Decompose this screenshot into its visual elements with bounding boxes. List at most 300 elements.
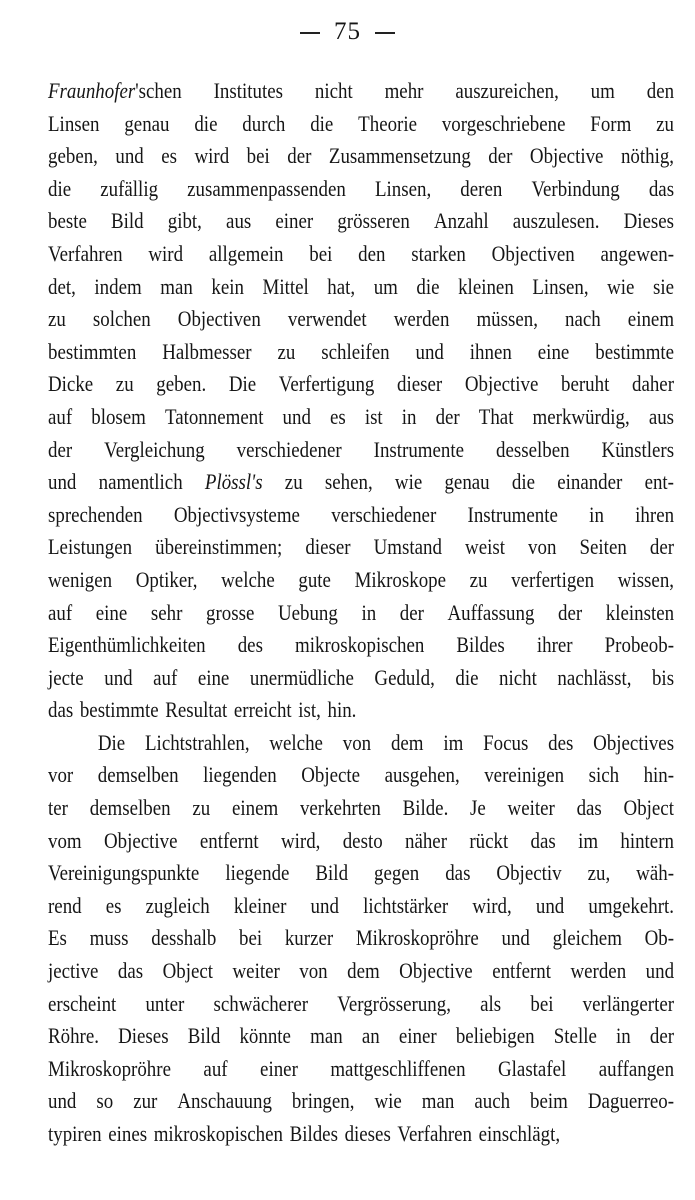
word-part: wird, xyxy=(472,892,512,918)
word-part: wie xyxy=(394,469,423,495)
word-part: der xyxy=(649,534,675,560)
word xyxy=(645,466,674,499)
text-line xyxy=(48,368,674,401)
word-part: nachlässt, xyxy=(557,664,632,690)
word xyxy=(301,759,360,792)
word xyxy=(260,1053,298,1086)
word xyxy=(469,825,508,858)
word xyxy=(530,988,553,1021)
word xyxy=(578,825,598,858)
italic-name: Fraunhofer xyxy=(48,78,136,103)
word-part: Bilde. xyxy=(402,795,449,821)
word-part: werden xyxy=(570,958,627,984)
word xyxy=(645,922,674,955)
word-part: verlängerter xyxy=(582,990,675,1016)
word xyxy=(98,759,179,792)
word xyxy=(311,890,339,923)
word-part: Objective xyxy=(103,827,178,853)
word-part: werden xyxy=(393,306,450,332)
word-part: daher xyxy=(631,371,674,397)
word-part: einer xyxy=(398,1023,437,1049)
word-part: Objecte xyxy=(301,762,361,788)
word-part: das xyxy=(48,697,74,723)
word-part: so xyxy=(96,1088,114,1114)
word xyxy=(602,434,675,467)
text-line xyxy=(48,988,674,1021)
word xyxy=(310,1020,343,1053)
word xyxy=(290,1118,338,1151)
text-line xyxy=(48,499,674,532)
word xyxy=(111,205,144,238)
word xyxy=(108,1118,147,1151)
text-line xyxy=(48,238,674,271)
word-part: grosse xyxy=(205,599,255,625)
word-part: es xyxy=(329,403,346,429)
text-line xyxy=(48,727,674,760)
word xyxy=(106,890,122,923)
word xyxy=(530,1085,568,1118)
word-part: Daguerreo- xyxy=(587,1088,675,1114)
word-part: Vereinigungspunkte xyxy=(48,860,200,886)
word xyxy=(48,1118,102,1151)
word xyxy=(285,922,333,955)
word xyxy=(209,238,284,271)
word-part: angewen- xyxy=(600,240,675,266)
word-part: auszulesen. xyxy=(512,208,600,234)
word-part: Bildes xyxy=(456,632,505,658)
word xyxy=(624,205,674,238)
text-line xyxy=(48,336,674,369)
word-part: Auffassung xyxy=(447,599,535,625)
word xyxy=(650,1020,674,1053)
word-part: Anzahl xyxy=(433,208,489,234)
word xyxy=(355,564,446,597)
word-part: Linsen, xyxy=(374,175,432,201)
word-part: und xyxy=(415,338,444,364)
text-line xyxy=(48,597,674,630)
word-part: bei xyxy=(309,240,333,266)
word xyxy=(591,75,615,108)
word-part: Je xyxy=(470,795,486,821)
word xyxy=(48,466,76,499)
word-part: Leistungen xyxy=(48,534,133,560)
word-part: verschiedener xyxy=(236,436,342,462)
word xyxy=(480,988,501,1021)
word xyxy=(445,857,470,890)
word xyxy=(285,466,303,499)
text-line xyxy=(48,271,674,304)
word xyxy=(531,173,619,206)
word xyxy=(48,75,182,108)
word-part: und xyxy=(535,892,565,918)
word-part: und xyxy=(501,925,530,951)
word xyxy=(399,1020,437,1053)
word-part: Linsen, xyxy=(532,273,589,299)
word xyxy=(203,759,277,792)
word-part: auf xyxy=(153,664,178,690)
word xyxy=(496,434,570,467)
word xyxy=(48,825,82,858)
word xyxy=(588,1085,674,1118)
word xyxy=(155,531,282,564)
word xyxy=(553,922,622,955)
word-part: aus xyxy=(648,403,675,429)
word xyxy=(247,140,270,173)
word xyxy=(48,1085,76,1118)
word-part: eine xyxy=(95,599,128,625)
word-part: beste xyxy=(48,208,87,234)
word xyxy=(635,499,674,532)
word xyxy=(531,825,556,858)
word xyxy=(148,238,183,271)
word-part: jecte xyxy=(48,664,84,690)
text-line xyxy=(48,1085,674,1118)
word xyxy=(153,662,177,695)
word-part: wäh- xyxy=(636,860,675,886)
word-part: Geduld, xyxy=(374,664,435,690)
word xyxy=(91,401,146,434)
word xyxy=(48,955,98,988)
word xyxy=(337,205,410,238)
text-line xyxy=(48,434,674,467)
word xyxy=(48,922,67,955)
word xyxy=(234,890,287,923)
word-part: blosem xyxy=(91,403,146,429)
word xyxy=(250,662,354,695)
word-part: und xyxy=(48,469,77,495)
word-part: der xyxy=(399,599,424,625)
word-part: Objective xyxy=(529,143,604,169)
word-part: umgekehrt. xyxy=(588,892,675,918)
word xyxy=(329,140,471,173)
word-part: einer xyxy=(260,1055,298,1081)
word-part: Probeob- xyxy=(604,632,675,658)
word xyxy=(226,205,251,238)
word-part: grösseren xyxy=(337,208,410,234)
word xyxy=(375,173,431,206)
word-part: entfernt xyxy=(492,958,552,984)
word-part: Ob- xyxy=(644,925,675,951)
word xyxy=(300,792,381,825)
word xyxy=(402,401,417,434)
word xyxy=(48,434,72,467)
word xyxy=(192,792,210,825)
word xyxy=(436,401,460,434)
word xyxy=(100,173,158,206)
word xyxy=(479,1118,560,1151)
word xyxy=(554,1020,597,1053)
word xyxy=(315,857,348,890)
word-part: Es xyxy=(48,925,67,951)
word-part: dieser xyxy=(305,534,351,560)
word-part: rückt xyxy=(469,827,509,853)
word-part: bestimmten xyxy=(48,338,137,364)
word-part: zu, xyxy=(587,860,611,886)
word xyxy=(395,466,422,499)
word xyxy=(238,629,263,662)
word xyxy=(145,988,184,1021)
word-part: das xyxy=(576,795,602,821)
word-part: Künstlers xyxy=(601,436,675,462)
word xyxy=(443,727,463,760)
word-part: zusammenpassenden xyxy=(187,175,346,201)
word xyxy=(647,75,674,108)
word xyxy=(385,75,424,108)
word-part: sie xyxy=(652,273,675,299)
word xyxy=(96,1085,113,1118)
word-part: die xyxy=(310,110,334,136)
word-part: mikroskopischen xyxy=(153,1121,283,1146)
word-part: demselben xyxy=(97,762,179,788)
word-part: sehr xyxy=(150,599,183,625)
word xyxy=(361,597,376,630)
word xyxy=(470,336,512,369)
text-line xyxy=(48,1053,674,1086)
word-part: wird xyxy=(194,143,230,169)
word xyxy=(488,140,512,173)
word-part: Bild xyxy=(315,860,349,886)
word-part: beruht xyxy=(561,371,610,397)
word xyxy=(557,662,631,695)
word xyxy=(330,401,346,434)
word xyxy=(448,597,535,630)
word-part: eine xyxy=(537,338,570,364)
word-part: eines xyxy=(108,1121,148,1146)
word xyxy=(444,466,489,499)
word xyxy=(561,368,609,401)
word-part: That xyxy=(478,403,514,429)
word xyxy=(133,1085,157,1118)
word xyxy=(331,499,436,532)
word-part: Die xyxy=(228,371,257,397)
word-part: kleinsten xyxy=(605,599,675,625)
word-part: Tatonnement xyxy=(164,403,264,429)
word-part: desshalb xyxy=(151,925,217,951)
word xyxy=(590,108,631,141)
word xyxy=(362,1020,380,1053)
word-part: starken xyxy=(411,240,466,266)
word-part: geben. xyxy=(156,371,207,397)
word-part: Verfahren xyxy=(397,1121,473,1146)
text-line xyxy=(48,662,674,695)
word-part: die xyxy=(416,273,440,299)
word xyxy=(624,792,674,825)
text-line xyxy=(48,1020,674,1053)
word-part: Objectiven xyxy=(177,306,261,332)
word xyxy=(305,531,350,564)
word xyxy=(198,662,230,695)
word xyxy=(358,238,385,271)
word-part: Vergrösserung, xyxy=(337,990,451,1016)
word-part: muss xyxy=(89,925,129,951)
word xyxy=(422,1085,455,1118)
word-part: weiter xyxy=(507,795,555,821)
word-part: kleinen xyxy=(458,273,514,299)
word-part: Bildes xyxy=(289,1121,338,1146)
word xyxy=(239,922,262,955)
word-part: Object xyxy=(162,958,214,984)
word xyxy=(528,531,556,564)
header-dash-left xyxy=(300,32,320,34)
word-part: Dicke xyxy=(48,371,94,397)
word xyxy=(484,759,564,792)
word-part: beim xyxy=(530,1088,568,1114)
word-part: die xyxy=(194,110,218,136)
word xyxy=(483,727,528,760)
word xyxy=(48,336,136,369)
word-part: es xyxy=(105,892,122,918)
word-part: genau xyxy=(124,110,170,136)
word-part: das xyxy=(648,175,675,201)
word xyxy=(374,434,464,467)
word xyxy=(455,75,558,108)
word xyxy=(187,173,346,206)
word xyxy=(399,955,473,988)
paragraph xyxy=(48,75,674,727)
word-part: in xyxy=(589,501,604,527)
word-part: ist xyxy=(364,403,383,429)
word xyxy=(292,1085,355,1118)
word xyxy=(474,1085,510,1118)
word xyxy=(537,629,573,662)
word xyxy=(232,792,278,825)
word xyxy=(442,108,566,141)
word-part: die xyxy=(511,469,535,495)
word xyxy=(492,955,551,988)
word xyxy=(165,694,227,727)
word-part: mattgeschliffenen xyxy=(330,1055,466,1081)
word xyxy=(465,368,539,401)
word-part: ter xyxy=(48,795,68,821)
word-part: typiren xyxy=(48,1121,102,1146)
word xyxy=(512,466,535,499)
word-part: kurzer xyxy=(284,925,334,951)
word-part: und xyxy=(645,958,675,984)
word xyxy=(385,759,460,792)
body-text xyxy=(48,75,674,1151)
text-line xyxy=(48,694,674,727)
word-part: kleiner xyxy=(233,892,287,918)
word xyxy=(391,727,424,760)
word-part: Uebung xyxy=(277,599,338,625)
word xyxy=(48,890,82,923)
word xyxy=(652,662,674,695)
word-part: der xyxy=(649,1023,675,1049)
word xyxy=(165,401,264,434)
word xyxy=(118,1020,168,1053)
word-part: welche xyxy=(269,729,323,755)
word-part: nach xyxy=(565,306,601,332)
word xyxy=(533,401,630,434)
word xyxy=(397,1118,472,1151)
word-part: Linsen xyxy=(48,110,100,136)
word xyxy=(151,597,183,630)
word xyxy=(374,271,398,304)
word-part: in xyxy=(361,599,377,625)
word-part: Objectivsysteme xyxy=(173,501,300,527)
word-part: auf xyxy=(203,1055,228,1081)
word-part: liegende xyxy=(225,860,290,886)
word-part: auffangen xyxy=(598,1055,675,1081)
word-part: indem xyxy=(94,273,142,299)
word-part: Mittel xyxy=(262,273,309,299)
word-part: und xyxy=(115,143,144,169)
word-part: entfernt xyxy=(199,827,259,853)
word-part: hin. xyxy=(327,697,357,723)
word xyxy=(194,108,217,141)
word-part: gibt, xyxy=(167,208,202,234)
word-part: Bild xyxy=(111,208,144,234)
word xyxy=(298,694,321,727)
word xyxy=(618,564,674,597)
word-part: bei xyxy=(246,143,270,169)
word xyxy=(656,108,674,141)
word xyxy=(580,531,627,564)
word-part: ist, xyxy=(298,697,321,723)
text-line xyxy=(48,629,674,662)
word-part: wie xyxy=(607,273,635,299)
word xyxy=(496,857,561,890)
word-part: bei xyxy=(239,925,263,951)
word-part: zu xyxy=(656,110,675,136)
word xyxy=(606,597,674,630)
word-part: und xyxy=(282,403,311,429)
word xyxy=(345,1118,391,1151)
word-part: vom xyxy=(48,827,82,853)
word xyxy=(498,1053,566,1086)
word-part: merkwürdig, xyxy=(532,403,630,429)
word xyxy=(646,955,674,988)
word-part: demselben xyxy=(89,795,171,821)
word xyxy=(310,108,333,141)
word-part: gegen xyxy=(374,860,420,886)
word-part: das xyxy=(530,827,556,853)
word xyxy=(456,1020,535,1053)
word xyxy=(299,955,327,988)
word xyxy=(269,727,323,760)
word-part: kein xyxy=(211,273,244,299)
text-line xyxy=(48,173,674,206)
word xyxy=(211,271,244,304)
word-part: genau xyxy=(444,469,490,495)
word-part: man xyxy=(160,273,193,299)
text-line xyxy=(48,140,674,173)
word xyxy=(458,271,514,304)
word-part: weist xyxy=(465,534,505,560)
word xyxy=(374,1085,401,1118)
word-part: Verfahren xyxy=(48,240,123,266)
word-part: einer xyxy=(275,208,314,234)
word-part: lichtstärker xyxy=(363,892,449,918)
word xyxy=(411,238,466,271)
text-line xyxy=(48,825,674,858)
word-part: gute xyxy=(298,566,331,592)
text-line xyxy=(48,401,674,434)
text-line xyxy=(48,564,674,597)
word xyxy=(315,75,353,108)
word xyxy=(337,988,451,1021)
text-line xyxy=(48,857,674,890)
word-part: schwächerer xyxy=(213,990,309,1016)
word-part: Glastafel xyxy=(497,1055,567,1081)
word xyxy=(281,825,320,858)
word xyxy=(468,499,558,532)
word-part: det, xyxy=(48,273,76,299)
word xyxy=(115,140,143,173)
word xyxy=(476,303,537,336)
word-part: nicht xyxy=(314,78,353,103)
word-part: sich xyxy=(588,762,620,788)
